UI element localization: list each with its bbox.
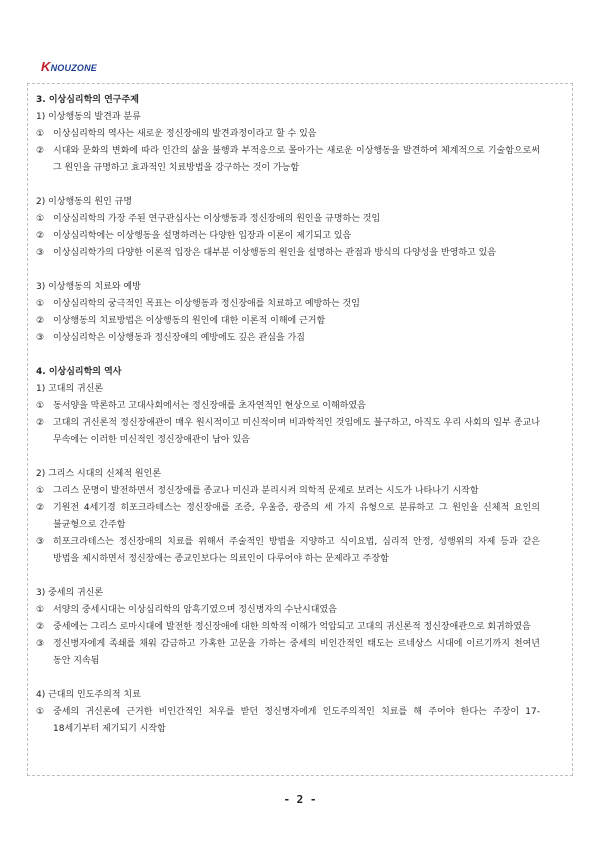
knouzone-logo <box>41 59 97 75</box>
item-number: ① <box>36 605 45 615</box>
list-item <box>36 296 540 313</box>
subsection-heading: 1) 고대의 귀신론 <box>36 384 104 394</box>
logo-k: K <box>41 59 51 74</box>
item-number: ① <box>36 214 45 224</box>
item-text: 이상행동의 치료방법은 이상행동의 원인에 대한 이론적 이해에 근거함 <box>53 316 326 326</box>
item-number: ② <box>36 418 45 428</box>
list-item <box>36 143 540 177</box>
item-text: 정신병자에게 족쇄를 채워 감금하고 가혹한 고문을 가하는 중세의 비인간적인 태도는 르네상스 시대에 이르기까지 천여년 동안 지속됨 <box>53 639 540 666</box>
item-text: 중세의 귀신론에 근거한 비인간적인 처우를 받던 정신병자에게 인도주의적인 치료를 해 주어야 한다는 주장이 17-18세기부터 제기되기 시작함 <box>53 707 540 734</box>
item-number: ① <box>36 486 45 496</box>
list-item <box>36 636 540 670</box>
item-number: ② <box>36 146 45 156</box>
list-item <box>36 211 540 228</box>
item-text: 중세에는 그리스 로마시대에 발전한 정신장애에 대한 의학적 이해가 억압되고 고대의 귀신론적 정신장애관으로 회귀하였음 <box>53 622 531 632</box>
subsection-heading: 1) 이상행동의 발견과 분류 <box>36 112 141 122</box>
item-number: ① <box>36 401 45 411</box>
subsection-heading: 2) 이상행동의 원인 규명 <box>36 197 133 207</box>
item-text: 이상심리학가의 다양한 이론적 입장은 대부분 이상행동의 원인을 설명하는 관점과 방식의 다양성을 반영하고 있음 <box>53 248 496 258</box>
item-text: 이상심리학의 가장 주된 연구관심사는 이상행동과 정신장애의 원인을 규명하는 것임 <box>53 214 381 224</box>
group-spacer <box>36 568 540 585</box>
item-text: 서양의 중세시대는 이상심리학의 암흑기였으며 정신병자의 수난시대였음 <box>53 605 337 615</box>
list-item <box>36 313 540 330</box>
group-spacer <box>36 670 540 687</box>
list-item <box>36 228 540 245</box>
item-number: ③ <box>36 537 45 547</box>
item-number: ① <box>36 129 45 139</box>
list-item <box>36 330 540 347</box>
list-item <box>36 534 540 568</box>
list-item <box>36 398 540 415</box>
subsection-heading: 3) 중세의 귀신론 <box>36 588 104 598</box>
item-text: 이상심리학은 이상행동과 정신장애의 예방에도 깊은 관심을 가짐 <box>53 333 305 343</box>
list-item <box>36 602 540 619</box>
item-number: ① <box>36 707 45 717</box>
item-text: 기원전 4세기경 히포크라테스는 정신장애를 조증, 우울증, 광증의 세 가지 유형으로 분류하고 그 원인을 신체적 요인의 불균형으로 간주함 <box>53 503 540 530</box>
section-title: 4. 이상심리학의 역사 <box>36 367 122 377</box>
item-number: ② <box>36 622 45 632</box>
item-number: ① <box>36 299 45 309</box>
item-text: 히포크라테스는 정신장애의 치료를 위해서 주술적인 방법을 지양하고 식이요법, 심리적 안정, 성행위의 자제 등과 같은 방법을 제시하면서 정신장애는 종교인보다는 의료인이 다루어야 하는 문제라고 주장함 <box>53 537 540 564</box>
page-number: - 2 - <box>283 793 317 806</box>
group-spacer <box>36 262 540 279</box>
section-spacer <box>36 347 540 364</box>
item-text: 고대의 귀신론적 정신장애관이 매우 원시적이고 미신적이며 비과학적인 것임에도 불구하고, 아직도 우리 사회의 일부 종교나 무속에는 이러한 미신적인 정신장애관이 남아 있음 <box>53 418 540 445</box>
section-title: 3. 이상심리학의 연구주제 <box>36 95 139 105</box>
list-item <box>36 415 540 449</box>
subsection-heading: 4) 근대의 인도주의적 치료 <box>36 690 141 700</box>
list-item <box>36 126 540 143</box>
item-number: ③ <box>36 248 45 258</box>
logo-rest: NOUZONE <box>50 63 97 73</box>
list-item <box>36 500 540 534</box>
list-item <box>36 619 540 636</box>
item-number: ③ <box>36 639 45 649</box>
item-number: ② <box>36 503 45 513</box>
item-text: 이상심리학의 궁극적인 목표는 이상행동과 정신장애를 치료하고 예방하는 것임 <box>53 299 360 309</box>
list-item <box>36 704 540 738</box>
list-item <box>36 483 540 500</box>
document-body <box>36 92 540 738</box>
item-text: 시대와 문화의 변화에 따라 인간의 삶을 불행과 부적응으로 몰아가는 새로운 이상행동을 발견하여 체계적으로 기술함으로써 그 원인을 규명하고 효과적인 치료방법을 강구하는 것이 가능함 <box>53 146 540 173</box>
subsection-heading: 2) 그리스 시대의 신체적 원인론 <box>36 469 162 479</box>
item-number: ③ <box>36 333 45 343</box>
group-spacer <box>36 177 540 194</box>
item-text: 그리스 문명이 발전하면서 정신장애를 종교나 미신과 분리시켜 의학적 문제로 보려는 시도가 나타나기 시작함 <box>53 486 479 496</box>
item-number: ② <box>36 231 45 241</box>
subsection-heading: 3) 이상행동의 치료와 예방 <box>36 282 141 292</box>
group-spacer <box>36 449 540 466</box>
list-item <box>36 245 540 262</box>
item-number: ② <box>36 316 45 326</box>
item-text: 이상심리학에는 이상행동을 설명하려는 다양한 입장과 이론이 제기되고 있음 <box>53 231 352 241</box>
item-text: 이상심리학의 역사는 새로운 정신장애의 발견과정이라고 할 수 있음 <box>53 129 317 139</box>
item-text: 동서양을 막론하고 고대사회에서는 정신장애를 초자연적인 현상으로 이해하였음 <box>53 401 366 411</box>
